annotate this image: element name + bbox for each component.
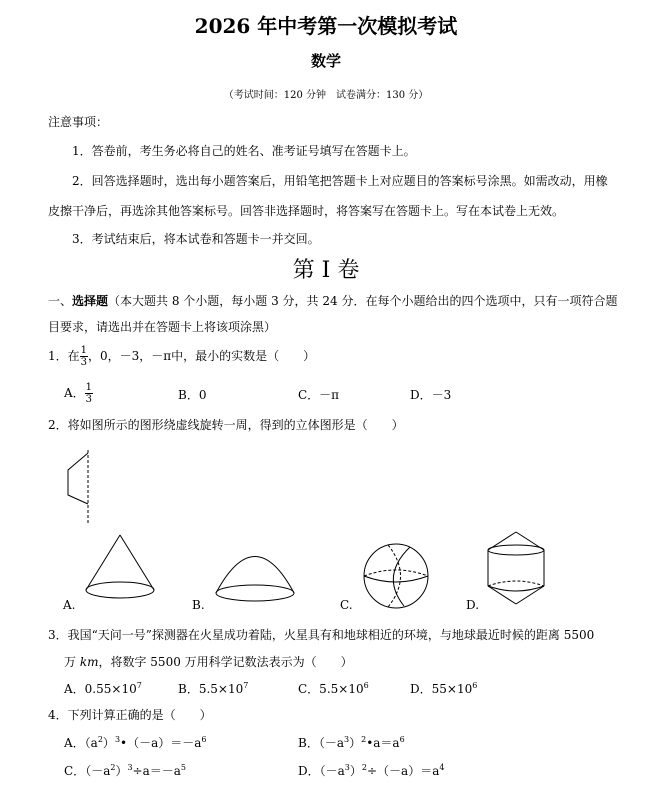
question-4: 4．下列计算正确的是（ ） (48, 708, 212, 722)
q1-pre: 1．在 (48, 349, 80, 363)
q3-option-a: A．$0.55\times 10^7$ (64, 681, 142, 696)
q2-source-figure (58, 448, 98, 528)
section-desc: （本大题共 8 个小题，每小题 3 分，共 24 分．在每个小题给出的四个选项中，只有一项符合题 (108, 294, 618, 308)
q1-option-c: C．－π (298, 388, 340, 402)
section-name: 选择题 (72, 294, 109, 308)
q2-option-a-cone (80, 532, 160, 604)
exam-subject: 数学 (310, 52, 341, 70)
note-item: 2．回答选择题时，选出每小题答案后，用铅笔把答题卡上对应题目的答案标号涂黑。如需改动，用橡 (72, 174, 608, 188)
q2-option-b-dome (210, 545, 300, 607)
q3-option-b: B．$5.5\times 10^7$ (178, 681, 249, 696)
exam-title: 2026 年中考第一次模拟考试 (194, 14, 458, 38)
volume-heading: 第 I 卷 (292, 258, 360, 283)
unit-km: km (79, 655, 99, 669)
q1-option-d: D．－3 (410, 388, 452, 402)
q1-option-a: A． $\frac{1}{3}$ (64, 382, 93, 405)
q2-option-d-composite (484, 530, 548, 610)
note-item: 3．考试结束后，将本试卷和答题卡一并交回。 (72, 232, 320, 246)
section-lead: 一、 (48, 294, 73, 308)
notes-heading: 注意事项： (48, 115, 109, 129)
q2-option-a-label: A. (63, 598, 76, 612)
q4-option-b: B．$(-a^3)^2•a=a^6$ (298, 735, 405, 750)
section-heading (48, 292, 617, 309)
q4-option-a: A．$(a^2)^3•(-a)=-a^6$ (64, 735, 207, 750)
q4-option-c: C．$(-a^2)^3\div a=-a^5$ (64, 763, 187, 778)
question-3-line2: 万 km，将数字 5500 万用科学记数法表示为（ ） (64, 655, 353, 669)
q3-option-d: D．$55\times 10^6$ (410, 681, 478, 696)
q2-option-b-label: B. (192, 598, 205, 612)
q2-option-c-label: C. (340, 598, 353, 612)
q3-option-c: C．$5.5\times 10^6$ (298, 681, 369, 696)
q1-option-b: B．0 (178, 388, 207, 402)
section-desc-line2: 目要求，请选出并在答题卡上将该项涂黑） (48, 320, 277, 334)
q2-option-d-label: D. (466, 598, 480, 612)
q1-fraction: $\frac{1}{3}$ (80, 345, 88, 368)
question-2: 2．将如图所示的图形绕虚线旋转一周，得到的立体图形是（ ） (48, 418, 404, 432)
q4-option-d: D．$(-a^3)^2\div(-a)=a^4$ (298, 763, 445, 778)
question-1 (48, 345, 315, 368)
trapezoid-outline (68, 453, 88, 504)
q2-option-c-sphere (358, 538, 434, 614)
note-item: 皮擦干净后，再选涂其他答案标号。回答非选择题时，将答案写在答题卡上。写在本试卷上无效。 (48, 204, 565, 218)
question-3-line1: 3．我国“天问一号”探测器在火星成功着陆，火星具有和地球相近的环境，与地球最近时候的距离 5500 (48, 628, 595, 642)
q1-post: ，0，－3，－π中，最小的实数是（ ） (88, 349, 316, 363)
exam-info: （考试时间：120 分钟 试卷满分：130 分） (223, 90, 429, 101)
note-item: 1．答卷前，考生务必将自己的姓名、准考证号填写在答题卡上。 (72, 144, 416, 158)
